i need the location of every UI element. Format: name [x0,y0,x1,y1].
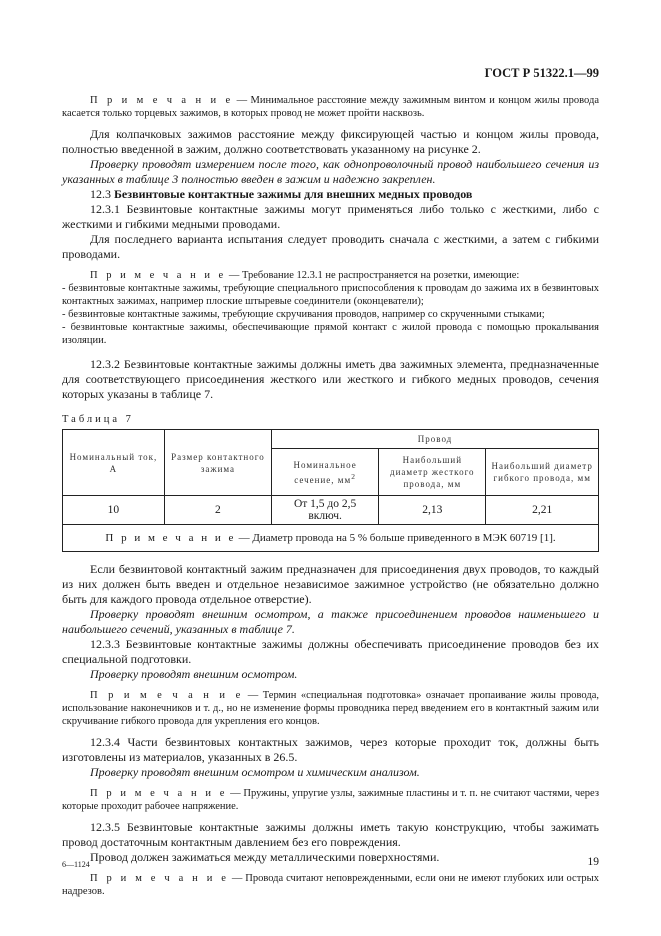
clause-12-3-4: 12.3.4 Части безвинтовых контактных зажимов, через которые проходит ток, должны быть изготовлены из материалов, указанных в 26.5. [62,735,599,764]
table-caption: Таблица 7 [62,414,134,425]
section-number: 12.3 [90,187,111,201]
note-label: П р и м е ч а н и е [90,270,227,281]
table-7 [62,429,599,552]
note-text: — Минимальное расстояние между зажимным винтом и концом жилы провода касается только торцевых зажимов, в которых провод не может пройти насквозь. [62,95,599,119]
body-paragraph: Для колпачковых зажимов расстояние между фиксирующей частью и концом жилы провода, полностью введенной в зажим, должно соответствовать указанному на рисунке 2. [62,127,599,156]
section-title: Безвинтовые контактные зажимы для внешних медных проводов [114,187,473,201]
cell-nominal-section: От 1,5 до 2,5 включ. [272,496,379,525]
clause-12-3-5: 12.3.5 Безвинтовые контактные зажимы должны иметь такую конструкцию, чтобы зажимать провод достаточным контактным давлением без его повреждения. [62,820,599,849]
note-text: — Термин «специальная подготовка» означает пропаивание жилы провода, использование наконечников и т. д., но не изменение формы проводника перед введением его в контактный зажим или скручивание гибкого провода для укрепления его концов. [62,690,599,727]
note-label: П р и м е ч а н и е [90,788,228,799]
table-note [63,525,599,552]
note-text: — Провода считают неповрежденными, если они не имеют глубоких или острых надрезов. [62,873,599,897]
note-label: П р и м е ч а н и е [90,690,244,701]
check-method-paragraph: Проверку проводят внешним осмотром, а также присоединением проводов наименьшего и наибольшего сечений, указанных в таблице 7. [62,607,599,636]
cell-rated-current: 10 [63,496,165,525]
note-paragraph [62,872,599,898]
note-text: — Диаметр провода на 5 % больше приведенного в МЭК 60719 [1]. [235,532,556,544]
cell-max-rigid: 2,13 [379,496,486,525]
note-label: П р и м е ч а н и е [90,873,229,884]
note-text: — Требование 12.3.1 не распространяется на розетки, имеющие: [226,270,520,281]
page-number: 19 [587,856,599,868]
table-row [63,496,599,525]
header-rated-current: Номинальный ток, А [63,430,165,496]
cell-terminal-size: 2 [164,496,271,525]
note-paragraph [62,689,599,728]
standard-code-header: ГОСТ Р 51322.1—99 [484,66,599,80]
header-nominal-section: Номинальное сечение, $мм^2$ [272,449,379,496]
body-paragraph: Для последнего варианта испытания следует проводить сначала с жесткими, а затем с гибкими проводами. [62,232,599,261]
note-text: — Пружины, упругие узлы, зажимные пластины и т. п. не считают частями, через которые проходит рабочее напряжение. [62,788,599,812]
clause-12-3-3: 12.3.3 Безвинтовые контактные зажимы должны обеспечивать присоединение проводов без их специальной подготовки. [62,637,599,666]
check-method-paragraph: Проверку проводят измерением после того, как однопроволочный провод наибольшего сечения из указанных в таблице 3 полностью введен в зажим и надежно закреплен. [62,157,599,186]
note-list-item: - безвинтовые контактные зажимы, требующие скручивания проводов, например со скрученными стыками; [62,309,545,320]
note-label: П р и м е ч а н и е [105,532,236,544]
cell-max-flexible: 2,21 [486,496,599,525]
page-content [62,94,599,898]
note-paragraph [62,787,599,813]
header-max-flexible-diameter: Наибольший диаметр гибкого провода, мм [486,449,599,496]
header-terminal-size: Размер контактного зажима [164,430,271,496]
print-code: 6—1124 [62,860,90,869]
section-heading [62,187,599,202]
note-list-item: - безвинтовые контактные зажимы, обеспечивающие прямой контакт с жилой провода с помощью прокалывания изоляции. [62,322,599,346]
clause-12-3-2: 12.3.2 Безвинтовые контактные зажимы должны иметь два зажимных элемента, предназначенные для соответствующего присоединения жесткого или жесткого и гибкого медных проводов, сечения которых указаны в таблице 7. [62,357,599,401]
check-method-paragraph: Проверку проводят внешним осмотром и химическим анализом. [90,765,420,779]
note-paragraph [62,94,599,120]
body-paragraph: Если безвинтовой контактный зажим предназначен для присоединения двух проводов, то каждый из них должен быть введен и отдельное независимое зажимное устройство (не обязательно должно быть для каждого провода отдельное отверстие). [62,562,599,606]
clause-12-3-1: 12.3.1 Безвинтовые контактные зажимы могут применяться либо только с жесткими, либо с жесткими и гибкими медными проводами. [62,202,599,231]
note-label: П р и м е ч а н и е [90,95,234,106]
note-paragraph [62,269,599,282]
header-wire-group: Провод [272,430,599,449]
note-list-item: - безвинтовые контактные зажимы, требующие специального приспособления к проводам до зажима их в безвинтовых контактных зажимах, например плоские штыревые соединители (оконцеватели); [62,283,599,307]
header-max-rigid-diameter: Наибольший диаметр жесткого провода, мм [379,449,486,496]
body-paragraph: Провод должен зажиматься между металлическими поверхностями. [90,850,440,864]
check-method-paragraph: Проверку проводят внешним осмотром. [90,667,298,681]
